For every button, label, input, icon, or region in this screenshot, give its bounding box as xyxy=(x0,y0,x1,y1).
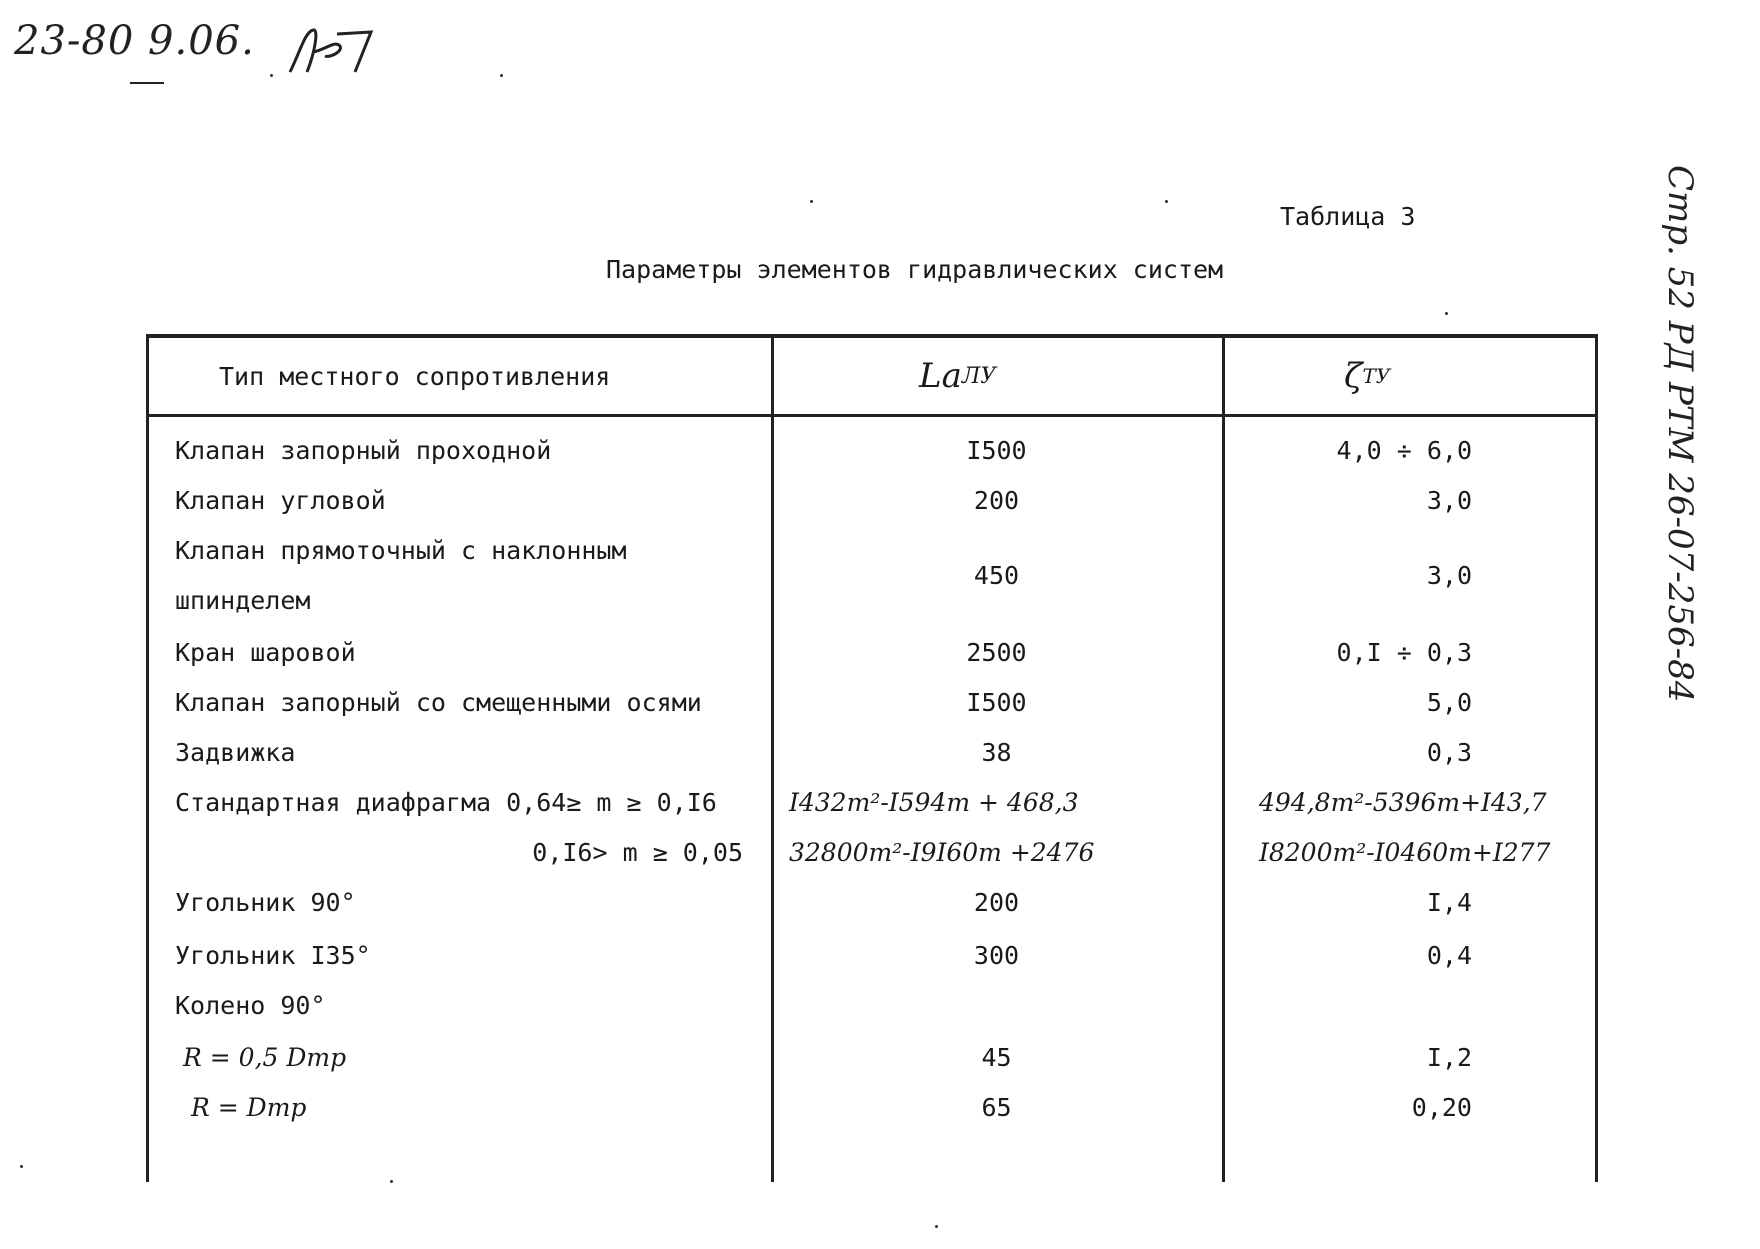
row-zeta: 0,20 xyxy=(1411,1093,1472,1122)
row-zeta: 0,4 xyxy=(1426,941,1472,970)
row-la: 2500 xyxy=(966,638,1027,667)
row-la-formula: I432m²-I594m + 468,3 xyxy=(789,788,1079,817)
row-name: Клапан прямоточный с наклонным xyxy=(175,536,627,565)
row-zeta: 4,0 ÷ 6,0 xyxy=(1336,436,1472,465)
row-name: Угольник I35° xyxy=(175,941,371,970)
row-name: Клапан угловой xyxy=(175,486,386,515)
header-zeta xyxy=(1344,338,1390,414)
row-la: 200 xyxy=(973,888,1020,917)
table-number: Таблица 3 xyxy=(1280,202,1416,231)
header-zeta-subscript: ТУ xyxy=(1362,364,1391,388)
scan-speck xyxy=(935,1225,938,1228)
row-la: 45 xyxy=(981,1043,1012,1072)
header-zeta-symbol: ζ xyxy=(1344,356,1363,396)
row-name: Кран шаровой xyxy=(175,638,356,667)
row-name-continued: шпинделем xyxy=(175,586,311,615)
row-la-formula: 32800m²-I9I60m +2476 xyxy=(789,838,1095,867)
handwritten-note-top-left: 23-80 9.06. xyxy=(14,18,255,64)
row-name: R = 0,5 Dтр xyxy=(183,1043,347,1072)
row-zeta: 3,0 xyxy=(1426,561,1472,590)
row-zeta-formula: 494,8m²-5396m+I43,7 xyxy=(1259,788,1547,817)
row-zeta: 3,0 xyxy=(1426,486,1472,515)
scan-speck xyxy=(1445,312,1448,315)
handwritten-side-note: Стр. 52 РД РТМ 26-07-256-84 xyxy=(1660,165,1700,703)
row-name: Колено 90° xyxy=(175,991,326,1020)
row-name: Клапан запорный проходной xyxy=(175,436,552,465)
header-la xyxy=(919,338,996,414)
row-la: 65 xyxy=(981,1093,1012,1122)
row-name: Угольник 90° xyxy=(175,888,356,917)
row-zeta: 0,3 xyxy=(1426,738,1472,767)
handwritten-signature xyxy=(285,22,375,82)
header-type: Тип местного сопротивления xyxy=(219,361,611,391)
scan-speck xyxy=(500,74,503,77)
row-name: 0,I6> m ≥ 0,05 xyxy=(532,838,743,867)
scan-speck xyxy=(810,200,813,203)
row-zeta-formula: I8200m²-I0460m+I277 xyxy=(1259,838,1551,867)
page-title: Параметры элементов гидравлических систем xyxy=(606,255,1224,284)
header-rule xyxy=(149,414,1595,417)
header-la-subscript: ЛУ xyxy=(961,363,997,389)
header-la-symbol: La xyxy=(919,356,962,396)
row-zeta: I,4 xyxy=(1426,888,1472,917)
row-la: 300 xyxy=(973,941,1020,970)
row-la: I500 xyxy=(966,436,1027,465)
row-la: 38 xyxy=(981,738,1012,767)
row-la: 200 xyxy=(973,486,1020,515)
row-name: R = Dтр xyxy=(191,1093,307,1122)
scan-speck xyxy=(270,74,273,77)
row-name: Задвижка xyxy=(175,738,296,767)
row-la: 450 xyxy=(973,561,1020,590)
row-zeta: 0,I ÷ 0,3 xyxy=(1336,638,1472,667)
row-name: Стандартная диафрагма 0,64≥ m ≥ 0,I6 xyxy=(175,788,717,817)
row-name: Клапан запорный со смещенными осями xyxy=(175,688,702,717)
scan-speck xyxy=(20,1165,23,1168)
row-la: I500 xyxy=(966,688,1027,717)
row-zeta: 5,0 xyxy=(1426,688,1472,717)
handwritten-underline xyxy=(130,82,164,84)
scan-speck xyxy=(1165,200,1168,203)
scan-speck xyxy=(390,1180,393,1183)
row-zeta: I,2 xyxy=(1426,1043,1472,1072)
parameters-table xyxy=(146,334,1598,1182)
